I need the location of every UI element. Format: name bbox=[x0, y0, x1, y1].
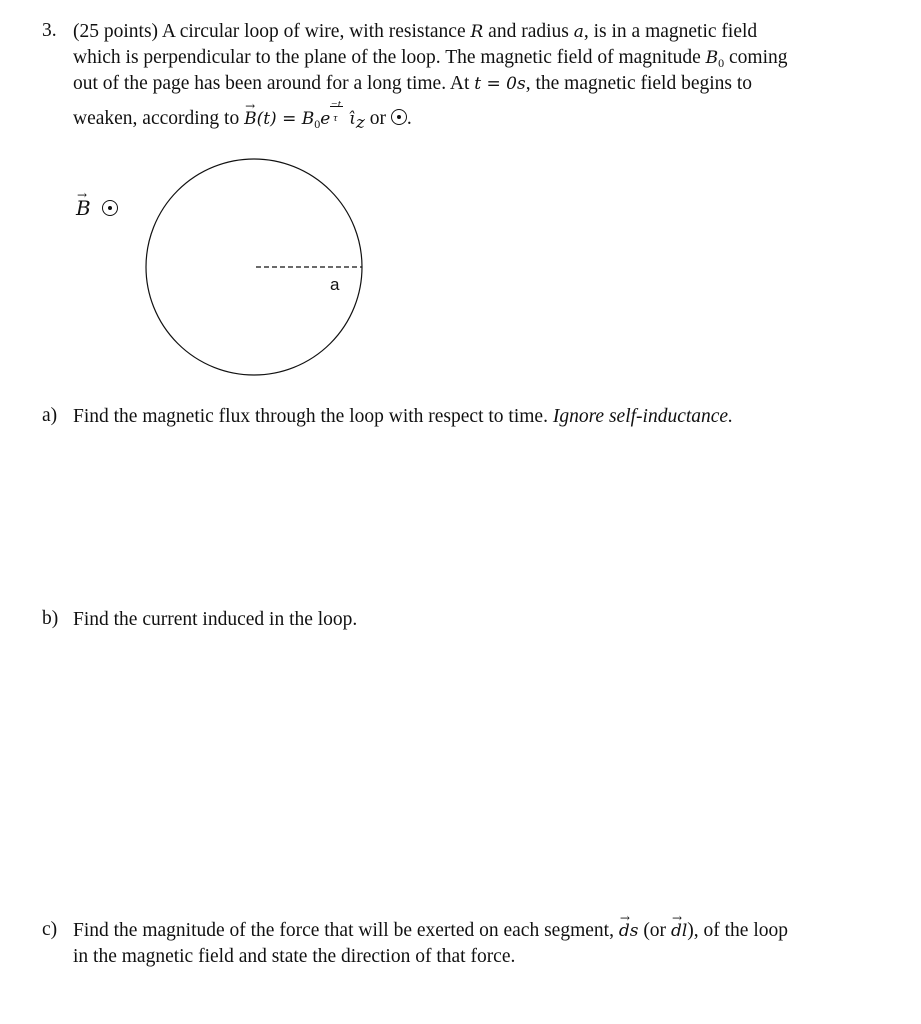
exponent-fraction: −t τ bbox=[330, 114, 344, 124]
part-c-text: Find the magnitude of the force that will be exerted on each segment, → ds (or → dl), of the loop bbox=[73, 919, 788, 943]
part-c-text-line-2: in the magnetic field and state the direction of that force. bbox=[73, 946, 516, 967]
radius-label: a bbox=[330, 275, 340, 294]
part-c-label: c) bbox=[42, 919, 58, 940]
part-a-text: Find the magnetic flux through the loop with respect to time. Ignore self-inductance. bbox=[73, 406, 733, 427]
problem-line-3: out of the page has been around for a long time. At t = 0s, the magnetic field begins to bbox=[73, 73, 753, 94]
problem-line-4: weaken, according to → $B(t) = B_0e$ −t τ $\iotâ_z$ or . bbox=[73, 107, 412, 136]
problem-number: 3. bbox=[42, 20, 57, 41]
problem-line-2: which is perpendicular to the plane of the loop. The magnetic field of magnitude $B_0$ coming bbox=[73, 47, 788, 70]
part-b-text: Find the current induced in the loop. bbox=[73, 609, 358, 630]
part-b-label: b) bbox=[42, 608, 59, 629]
problem-line-1: (25 points) A circular loop of wire, with resistance R and radius a, is in a magnetic field bbox=[73, 21, 758, 42]
field-label: → B bbox=[76, 196, 118, 220]
part-a-label: a) bbox=[42, 405, 58, 426]
